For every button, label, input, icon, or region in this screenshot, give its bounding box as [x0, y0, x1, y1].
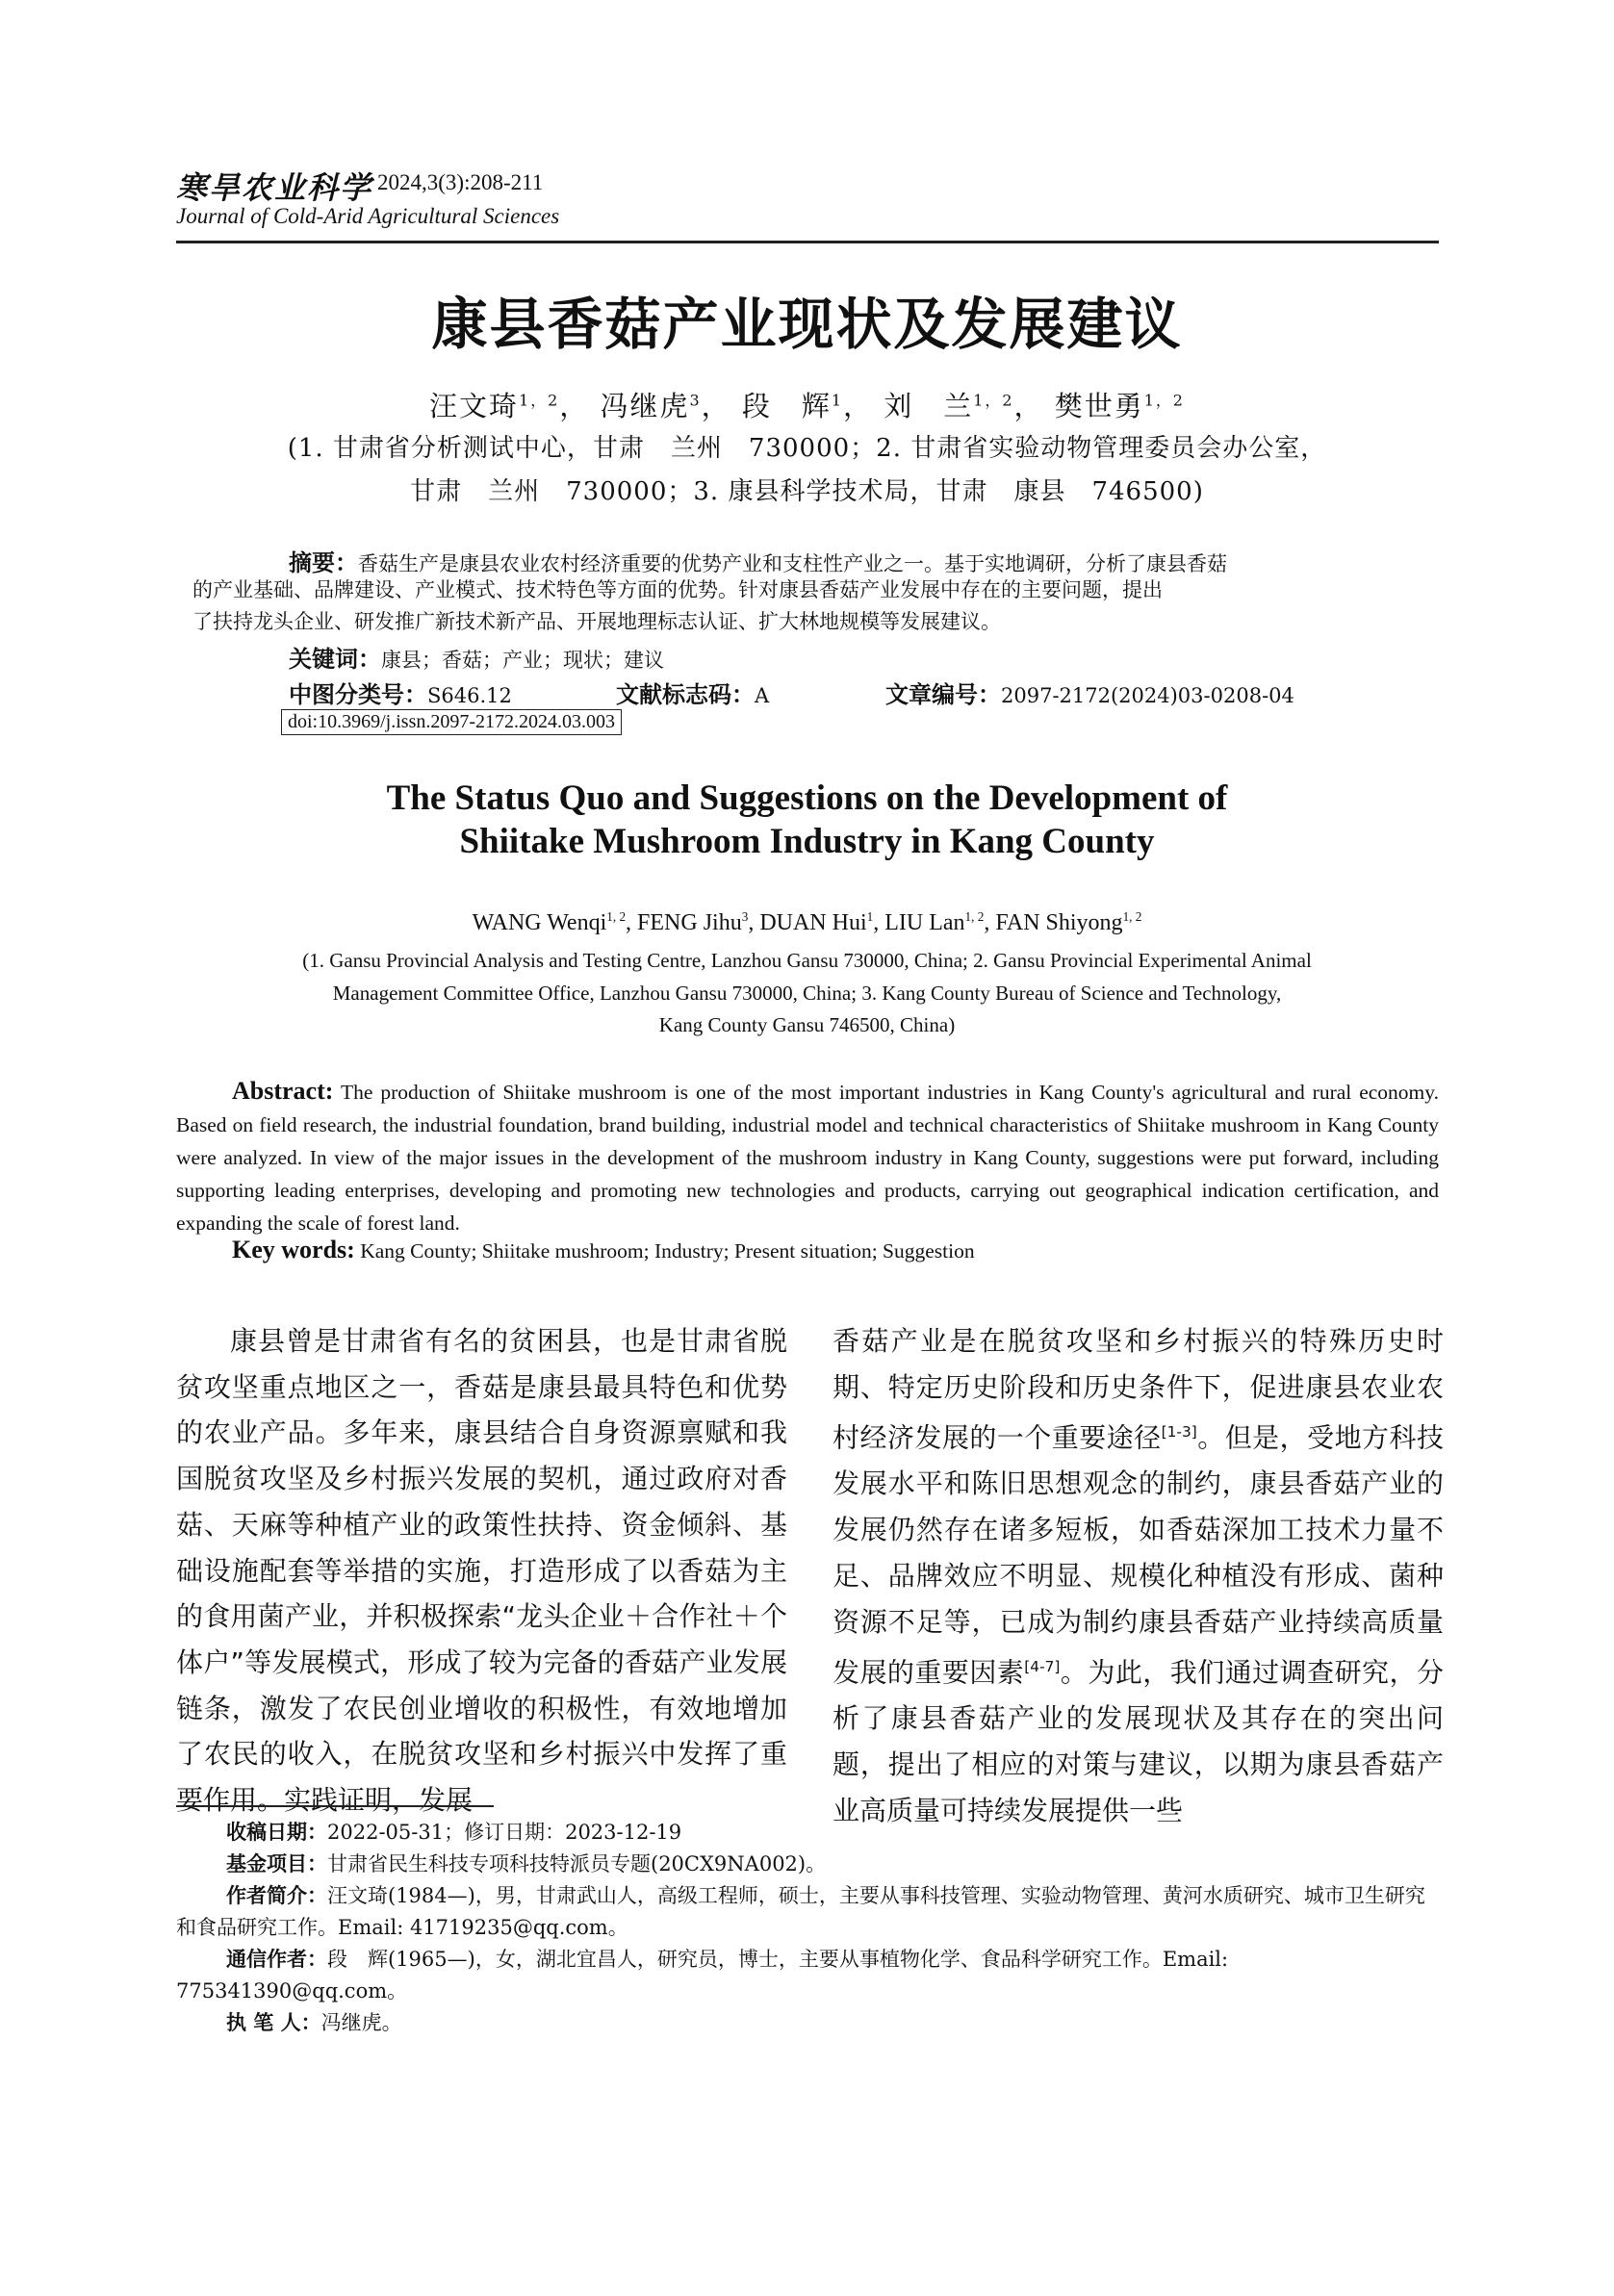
author-name: 刘 兰 [884, 390, 974, 422]
clc-number [289, 676, 512, 709]
footnote-corresponding-author [176, 1944, 1439, 2007]
author-affil-sup: 1 [866, 909, 874, 924]
footnote-label: 收稿日期： [226, 1821, 327, 1844]
author-affil-sup: 1, 2 [606, 909, 627, 924]
body-column-left: 康县曾是甘肃省有名的贫困县，也是甘肃省脱贫攻坚重点地区之一，香菇是康县最具特色和优势的农业产品。多年来，康县结合自身资源禀赋和我国脱贫攻坚及乡村振兴发展的契机，通过政府对香菇、天麻等种植产业的政策性扶持、资金倾斜、基础设施配套等举措的实施，打造形成了以香菇为主的食用菌产业，并积极探索“龙头企业＋合作社＋个体户”等发展模式，形成了较为完备的香菇产业发展链条，激发了农民创业增收的积极性，有效地增加了农民的收入，在脱贫攻坚和乡村振兴中发挥了重要作用。实践证明，发展 [176, 1325, 787, 1817]
footnote-label: 执 笔 人： [226, 2011, 321, 2034]
abstract-cn-line: 的产业基础、品牌建设、产业模式、技术特色等方面的优势。针对康县香菇产业发展中存在的主要问题，提出 [192, 578, 1163, 601]
author-name: 汪文琦 [429, 390, 520, 422]
author-affil-sup: 3 [741, 909, 749, 924]
footnote-label: 作者简介： [226, 1884, 327, 1907]
clc-label: 中图分类号： [289, 681, 427, 708]
footnote-label: 基金项目： [226, 1852, 327, 1875]
affiliation-cn-line: 甘肃 兰州 730000；3. 康县科学技术局，甘肃 康县 746500) [410, 477, 1204, 506]
keywords-en [232, 1236, 975, 1264]
affiliation-cn-line: (1. 甘肃省分析测试中心，甘肃 兰州 730000；2. 甘肃省实验动物管理委员会办公室， [287, 434, 1327, 463]
author-list-cn: 汪文琦$^{1,2}$， 冯继虎$^3$， 段 辉$^1$， 刘 兰$^{1,2}$， 樊世勇$^{1,2}$ [429, 390, 1185, 422]
abstract-cn-label: 摘要： [289, 549, 358, 576]
journal-name-en: Journal of Cold-Arid Agricultural Sciences [176, 204, 560, 228]
keywords-en-label: Key words: [232, 1236, 355, 1263]
doc-code-value: A [755, 684, 770, 707]
body-column-right [833, 1318, 1444, 1833]
author-affil-sup: 1，2 [973, 391, 1014, 410]
abstract-en-text: The production of Shiitake mushroom is one of the most important industries in Kang County's agricultural and rural economy. Based on field research, the industrial foundation, brand building, industrial model and technical characteristics of Shiitake mushroom in Kang County were analyzed. In view of the major issues in the development of the mushroom industry in Kang County, suggestions were put forward, including supporting leading enterprises, developing and promoting new technologies and products, carrying out geographical indication certification, and expanding the scale of forest land. [176, 1081, 1439, 1235]
article-number-label: 文章编号： [885, 681, 1001, 708]
abstract-cn-line [289, 544, 1227, 577]
affiliation-en-line: Kang County Gansu 746500, China) [658, 1013, 956, 1036]
doi-link[interactable]: doi:10.3969/j.issn.2097-2172.2024.03.003 [281, 709, 622, 735]
footnote-editor [226, 2007, 1489, 2039]
author-list-en: WANG Wenqi$^{1, 2}$, FENG Jihu$^3$, DUAN Hui$^1$, LIU Lan$^{1, 2}$, FAN Shiyong$^{1, 2}$ [472, 909, 1142, 935]
affiliation-en-line: (1. Gansu Provincial Analysis and Testing Centre, Lanzhou Gansu 730000, China; 2. Gansu Provincial Experimental Animal [302, 949, 1312, 972]
footnote-text: 甘肃省民生科技专项科技特派员专题(20CX9NA002)。 [327, 1852, 827, 1875]
author-affil-sup: 1，2 [1143, 391, 1185, 410]
header-rule [176, 241, 1439, 243]
footnote-rule [176, 1805, 494, 1807]
paper-title-cn: 康县香菇产业现状及发展建议 [431, 292, 1183, 357]
footnote-text: 汪文琦(1984—)，男，甘肃武山人，高级工程师，硕士，主要从事科技管理、实验动物管理、黄河水质研究、城市卫生研究和食品研究工作。Email: 41719235@qq.com。 [176, 1884, 1425, 1939]
body-text: 。为此，我们通过调查研究，分析了康县香菇产业的发展现状及其存在的突出问题，提出了相应的对策与建议，以期为康县香菇产业高质量可持续发展提供一些 [833, 1656, 1444, 1826]
author-affil-sup: 1, 2 [964, 909, 985, 924]
paper-title-en-line: The Status Quo and Suggestions on the Development of [386, 778, 1228, 818]
author-affil-sup: 1, 2 [1122, 909, 1142, 924]
author-affil-sup: 3 [689, 391, 702, 410]
abstract-en-label: Abstract: [232, 1077, 334, 1105]
citation-ref[interactable]: [1-3] [1161, 1423, 1197, 1441]
keywords-cn-label: 关键词： [289, 646, 381, 673]
author-name: 段 辉 [741, 390, 832, 422]
footnote-received [226, 1817, 1489, 1849]
author-name: DUAN Hui [759, 910, 867, 935]
author-affil-sup: 1，2 [519, 391, 560, 410]
author-name: FENG Jihu [637, 910, 742, 935]
keywords-en-text: Kang County; Shiitake mushroom; Industry; Present situation; Suggestion [360, 1239, 975, 1263]
author-name: 冯继虎 [600, 390, 690, 422]
footnote-text: 2022-05-31；修订日期：2023-12-19 [327, 1821, 682, 1844]
abstract-cn-line: 了扶持龙头企业、研发推广新技术新产品、开展地理标志认证、扩大林地规模等发展建议。 [192, 610, 1001, 633]
abstract-cn-text: 香菇生产是康县农业农村经济重要的优势产业和支柱性产业之一。基于实地调研，分析了康县香菇 [358, 552, 1227, 575]
article-number [885, 676, 1294, 709]
body-text: 香菇产业是在脱贫攻坚和乡村振兴的特殊历史时期、特定历史阶段和历史条件下，促进康县农业农村经济发展的一个重要途径 [833, 1325, 1444, 1454]
footnote-text: 冯继虎。 [320, 2011, 402, 2034]
author-name: LIU Lan [884, 910, 965, 935]
author-name: WANG Wenqi [472, 910, 607, 935]
footnote-author-bio [176, 1880, 1439, 1944]
keywords-cn [289, 640, 664, 674]
document-code [616, 676, 769, 709]
author-name: 樊世勇 [1054, 390, 1144, 422]
journal-issue: 2024,3(3):208-211 [377, 170, 544, 194]
body-text: 。但是，受地方科技发展水平和陈旧思想观念的制约，康县香菇产业的发展仍然存在诸多短板，如香菇深加工技术力量不足、品牌效应不明显、规模化种植没有形成、菌种资源不足等，已成为制约康县香菇产业持续高质量发展的重要因素 [833, 1421, 1444, 1689]
keywords-cn-text: 康县；香菇；产业；现状；建议 [381, 649, 664, 672]
author-name: FAN Shiyong [995, 910, 1123, 935]
abstract-en [176, 1075, 1439, 1239]
citation-ref[interactable]: [4-7] [1024, 1658, 1061, 1676]
affiliation-en-line: Management Committee Office, Lanzhou Gansu 730000, China; 3. Kang County Bureau of Science and Technology, [332, 982, 1282, 1005]
article-number-value: 2097-2172(2024)03-0208-04 [1001, 684, 1294, 707]
author-affil-sup: 1 [831, 391, 844, 410]
footnote-label: 通信作者： [226, 1948, 327, 1971]
footnote-text: 段 辉(1965—)，女，湖北宜昌人，研究员，博士，主要从事植物化学、食品科学研究工作。Email: 775341390@qq.com。 [176, 1948, 1229, 2003]
doc-code-label: 文献标志码： [616, 681, 755, 708]
clc-value: S646.12 [427, 684, 512, 707]
footnote-fund [226, 1849, 1489, 1880]
paper-title-en-line: Shiitake Mushroom Industry in Kang County [459, 822, 1155, 861]
journal-name-cn: 寒旱农业科学 [176, 169, 373, 206]
